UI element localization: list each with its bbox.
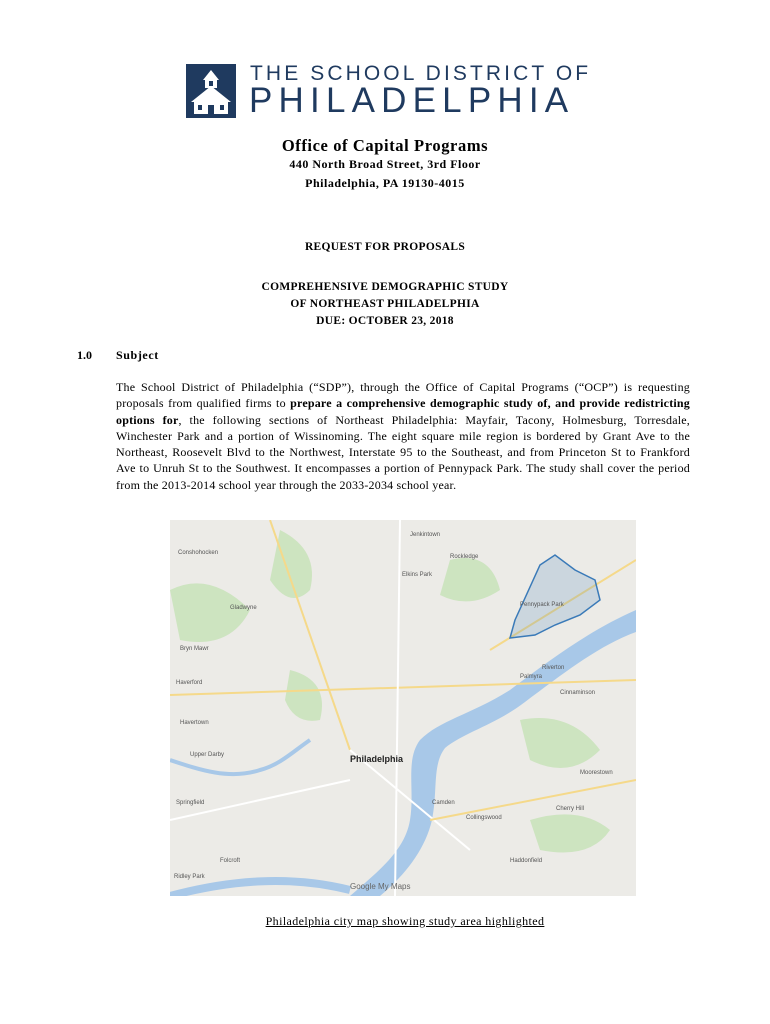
map-attribution: Google My Maps <box>350 882 411 891</box>
map-label-rockledge: Rockledge <box>450 554 479 560</box>
map-label-springfield: Springfield <box>176 800 205 806</box>
map-label-pennypack-park: Pennypack Park <box>520 602 564 608</box>
address-line-2: Philadelphia, PA 19130-4015 <box>305 176 465 190</box>
map-label-haddonfield: Haddonfield <box>510 858 543 864</box>
address-line-1 <box>0 157 770 172</box>
map-label-collingswood: Collingswood <box>466 815 502 821</box>
map-label-philadelphia: Philadelphia <box>350 754 404 764</box>
map-label-palmyra: Palmyra <box>520 674 543 680</box>
section-number: 1.0 <box>77 348 92 362</box>
due-date: DUE: OCTOBER 23, 2018 <box>316 315 454 327</box>
school-district-logo <box>186 60 592 122</box>
map-label-riverton: Riverton <box>542 665 565 671</box>
map-label-haverford: Haverford <box>176 680 203 686</box>
study-title-line-2: OF NORTHEAST PHILADELPHIA <box>290 298 480 310</box>
map-label-bryn-mawr: Bryn Mawr <box>180 646 209 652</box>
paragraph-text-1: The School District of Philadelphia (“SDP”), through the Office of Capital Programs (“OCP”) is requesting proposals from qualified firms to <box>116 380 690 411</box>
map-label-cinnaminson: Cinnaminson <box>560 690 596 696</box>
school-building-icon <box>186 64 236 118</box>
paragraph-bold-text: prepare a comprehensive demographic study of, and provide redistricting options for <box>116 396 691 427</box>
map-label-conshohocken: Conshohocken <box>178 550 219 556</box>
paragraph-text-2: , the following sections of Northeast Philadelphia: Mayfair, Tacony, Holmesburg, Torresdale, Winchester Park and a portion of Wissinoming. The eight square mile region is bordered by Grant Ave to the Northeast, Roosevelt Blvd to the Northwest, Interstate 95 to the Southeast, and from Princeton St to Frankford Ave to Unruh St to the Southwest. It encompasses a portion of Pennypack Park. The study shall cover the period from the 2013-2014 school year through the 2033-2034 school year. <box>116 412 690 492</box>
map-label-jenkintown: Jenkintown <box>410 532 441 538</box>
map-label-camden: Camden <box>432 800 455 806</box>
map-label-upper-darby: Upper Darby <box>190 752 225 758</box>
map-label-havertown: Havertown <box>180 720 209 726</box>
map-label-ridley-park: Ridley Park <box>174 874 205 880</box>
map-label-cherry-hill: Cherry Hill <box>556 806 585 812</box>
logo-text-bottom: PHILADELPHIA <box>249 81 575 120</box>
map-label-moorestown: Moorestown <box>580 770 613 776</box>
map-caption: Philadelphia city map showing study area highlighted <box>265 914 545 928</box>
map-label-elkins-park: Elkins Park <box>402 572 433 578</box>
map-label-folcroft: Folcroft <box>220 858 241 864</box>
philadelphia-map <box>170 520 636 896</box>
logo-text-top: THE SCHOOL DISTRICT OF <box>250 62 592 85</box>
office-title: Office of Capital Programs <box>281 136 489 155</box>
study-title-line-1: COMPREHENSIVE DEMOGRAPHIC STUDY <box>261 281 509 293</box>
map-label-gladwyne: Gladwyne <box>230 605 257 611</box>
rfp-heading: REQUEST FOR PROPOSALS <box>304 241 466 253</box>
address-street: 440 North Broad Street, 3rd Floor <box>289 157 481 171</box>
section-heading: Subject <box>116 348 159 362</box>
subject-paragraph <box>116 379 690 493</box>
